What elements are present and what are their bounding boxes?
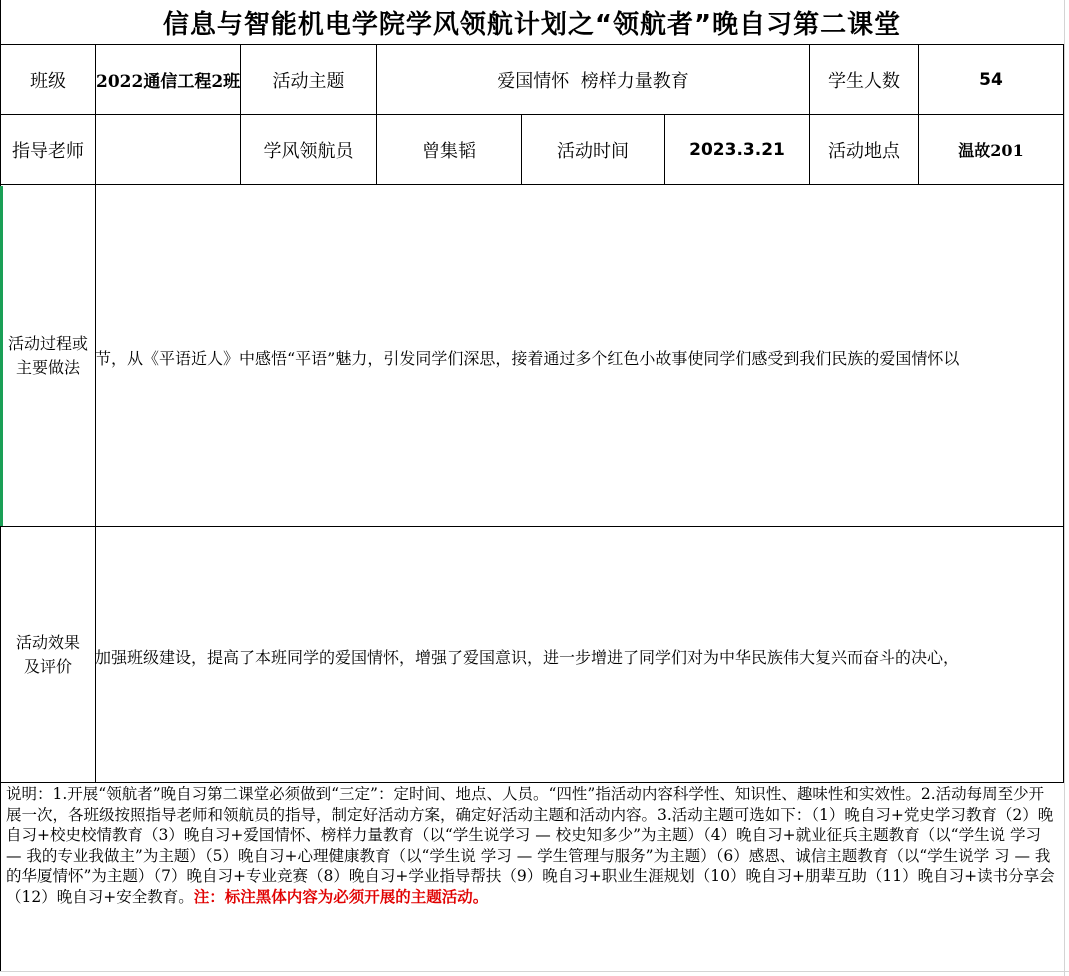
navigator-value[interactable]: 曾集韬 bbox=[422, 140, 476, 162]
gridline bbox=[1064, 0, 1065, 976]
table-border bbox=[0, 782, 1064, 783]
teacher-value[interactable] bbox=[96, 115, 240, 184]
note-text: 说明：1.开展“领航者”晚自习第二课堂必须做到“三定”：定时间、地点、人员。“四性”指活动内容科学性、知识性、趣味性和实效性。2.活动每周至少开展一次，各班级按照指导老师和领航员的指导，制定好活动方案，确定好活动主题和活动内容。3.活动主题可选如下：（1）晚自习+党史学习教育（2）晚自习+校史校情教育（3）晚自习+爱国情怀、榜样力量教育（以“学生说学习 — 校史知多少”为主题）（4）晚自习+就业征兵主题教育（以“学生说 学习 — 我的专业我做主”为主题）（5）晚自习+心理健康教育（以“学生说 学习 — 学生管理与服务”为主题）（6）感恩、诚信主题教育（以“学生说学 习 — 我的华厦情怀”为主题）（7）晚自习+专业竞赛（8）晚自习+学业指导帮扶（9）晚自习+职业生涯规划（10）晚自习+朋辈互助（11）晚自习+读书分享会（12）晚自习+安全教育。 bbox=[6, 785, 1055, 906]
class-value[interactable]: 2022通信工程2班 bbox=[96, 72, 240, 92]
row-selection-indicator bbox=[0, 186, 3, 526]
theme-label[interactable]: 活动主题 bbox=[272, 70, 345, 92]
table-border bbox=[1063, 44, 1064, 783]
time-label[interactable]: 活动时间 bbox=[557, 140, 629, 162]
place-value[interactable]: 温故201 bbox=[958, 141, 1024, 160]
table-border bbox=[0, 184, 1064, 185]
table-border bbox=[0, 526, 1064, 527]
class-label[interactable]: 班级 bbox=[30, 70, 66, 92]
students-value[interactable]: 54 bbox=[979, 69, 1003, 90]
instructions-note[interactable] bbox=[6, 784, 1056, 907]
theme-value[interactable]: 爱国情怀 榜样力量教育 bbox=[497, 70, 689, 92]
process-text[interactable]: 节，从《平语近人》中感悟“平语”魅力，引发同学们深思，接着通过多个红色小故事使同学们感受到我们民族的爱国情怀以 bbox=[95, 349, 960, 368]
navigator-label[interactable]: 学风领航员 bbox=[263, 140, 354, 162]
time-value[interactable]: 2023.3.21 bbox=[689, 139, 785, 160]
form-title[interactable]: 信息与智能机电学院学风领航计划之“领航者”晚自习第二课堂 bbox=[162, 9, 902, 40]
process-label[interactable]: 活动过程或主要做法 bbox=[8, 333, 88, 377]
effect-label[interactable]: 活动效果及评价 bbox=[15, 632, 80, 676]
gridline bbox=[0, 971, 1069, 972]
teacher-label[interactable]: 指导老师 bbox=[12, 140, 84, 162]
effect-text[interactable]: 加强班级建设，提高了本班同学的爱国情怀，增强了爱国意识，进一步增进了同学们对为中华民族伟大复兴而奋斗的决心， bbox=[95, 648, 960, 667]
place-label[interactable]: 活动地点 bbox=[828, 140, 900, 162]
students-label[interactable]: 学生人数 bbox=[828, 70, 900, 92]
note-highlight: 注：标注黑体内容为必须开展的主题活动。 bbox=[193, 886, 489, 906]
